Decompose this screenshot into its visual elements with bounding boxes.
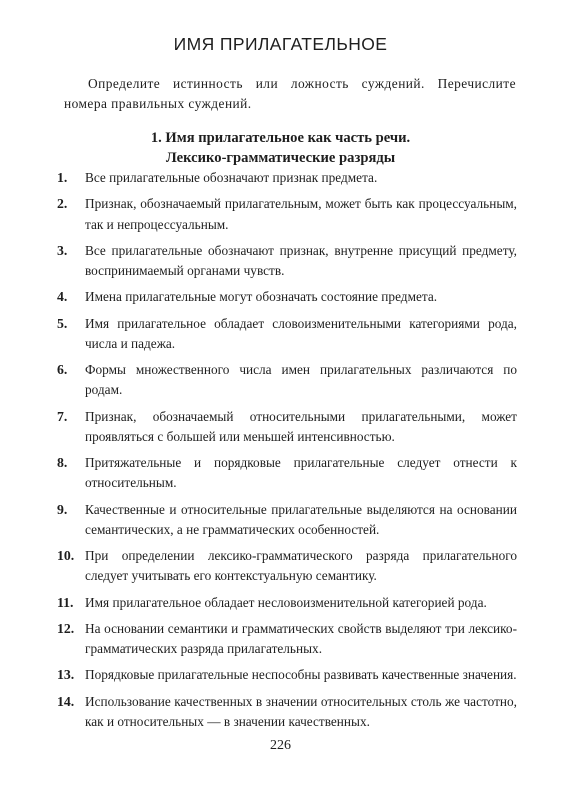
statement-item [57, 407, 517, 447]
statement-number: 14. [57, 693, 75, 709]
statement-text: Формы множественного числа имен прилагательных различаются по родам. [85, 362, 517, 398]
statement-text: Признак, обозначаемый относительными прилагательными, может проявляться с большей или меньшей интенсивностью. [85, 408, 517, 444]
section-title-line-1: 1. Имя прилагательное как часть речи. [150, 130, 411, 146]
chapter-title: ИМЯ ПРИЛАГАТЕЛЬНОЕ [173, 34, 388, 54]
statement-text: Притяжательные и порядковые прилагательные следует отнести к относительным. [85, 455, 517, 491]
statement-number: 12. [57, 620, 75, 636]
statement-number: 8. [57, 455, 68, 471]
statement-text: Все прилагательные обозначают признак предмета. [85, 170, 378, 185]
statements-list [57, 168, 517, 738]
statement-text: Признак, обозначаемый прилагательным, может быть как процессуальным, так и непроцессуальным. [85, 196, 517, 232]
statement-number: 6. [57, 362, 68, 378]
section-title-line-2: Лексико-грамматические разряды [165, 150, 396, 166]
statement-number: 4. [57, 289, 68, 305]
statement-number: 3. [57, 242, 68, 258]
statement-item [57, 593, 517, 613]
instructions-text: Определите истинность или ложность суждений. Перечислите номера правильных суждений. [64, 76, 516, 111]
statement-number: 13. [57, 667, 75, 683]
page-number: 226 [270, 738, 291, 753]
statement-number: 9. [57, 501, 68, 517]
statement-item [57, 453, 517, 493]
statement-item [57, 360, 517, 400]
statement-text: При определении лексико-грамматического разряда прилагательного следует учитывать его контекстуальную семантику. [85, 548, 517, 584]
statement-item [57, 168, 517, 188]
statement-number: 10. [57, 548, 75, 564]
statement-text: Имена прилагательные могут обозначать состояние предмета. [85, 289, 438, 305]
statement-text: Качественные и относительные прилагательные выделяются на основании семантических, а не грамматических особенностей. [85, 501, 517, 537]
statement-item [57, 314, 517, 354]
statement-number: 2. [57, 196, 68, 212]
statement-item [57, 287, 517, 307]
statement-number: 1. [57, 170, 68, 185]
statement-text: Имя прилагательное обладает несловоизменительной категорией рода. [85, 594, 487, 610]
statement-text: Имя прилагательное обладает словоизменительными категориями рода, числа и падежа. [85, 315, 517, 351]
statement-item [57, 241, 517, 281]
statement-number: 5. [57, 315, 68, 331]
statement-item [57, 194, 517, 234]
statement-item [57, 692, 517, 732]
statement-text: Порядковые прилагательные неспособны развивать качественные значения. [85, 667, 517, 683]
statement-item [57, 500, 517, 540]
statement-text: Использование качественных в значении относительных столь же частотно, как и относительных — в значении качественных. [85, 693, 517, 729]
statement-text: Все прилагательные обозначают признак, внутренне присущий предмету, воспринимаемый органами чувств. [85, 242, 517, 278]
statement-item [57, 619, 517, 659]
statement-number: 11. [57, 594, 74, 610]
statement-number: 7. [57, 408, 68, 424]
instructions [64, 74, 516, 113]
statement-item [57, 546, 517, 586]
statement-item [57, 665, 517, 685]
section-title [0, 128, 561, 168]
statement-text: На основании семантики и грамматических свойств выделяют три лексико-грамматических разряда прилагательных. [85, 620, 517, 657]
